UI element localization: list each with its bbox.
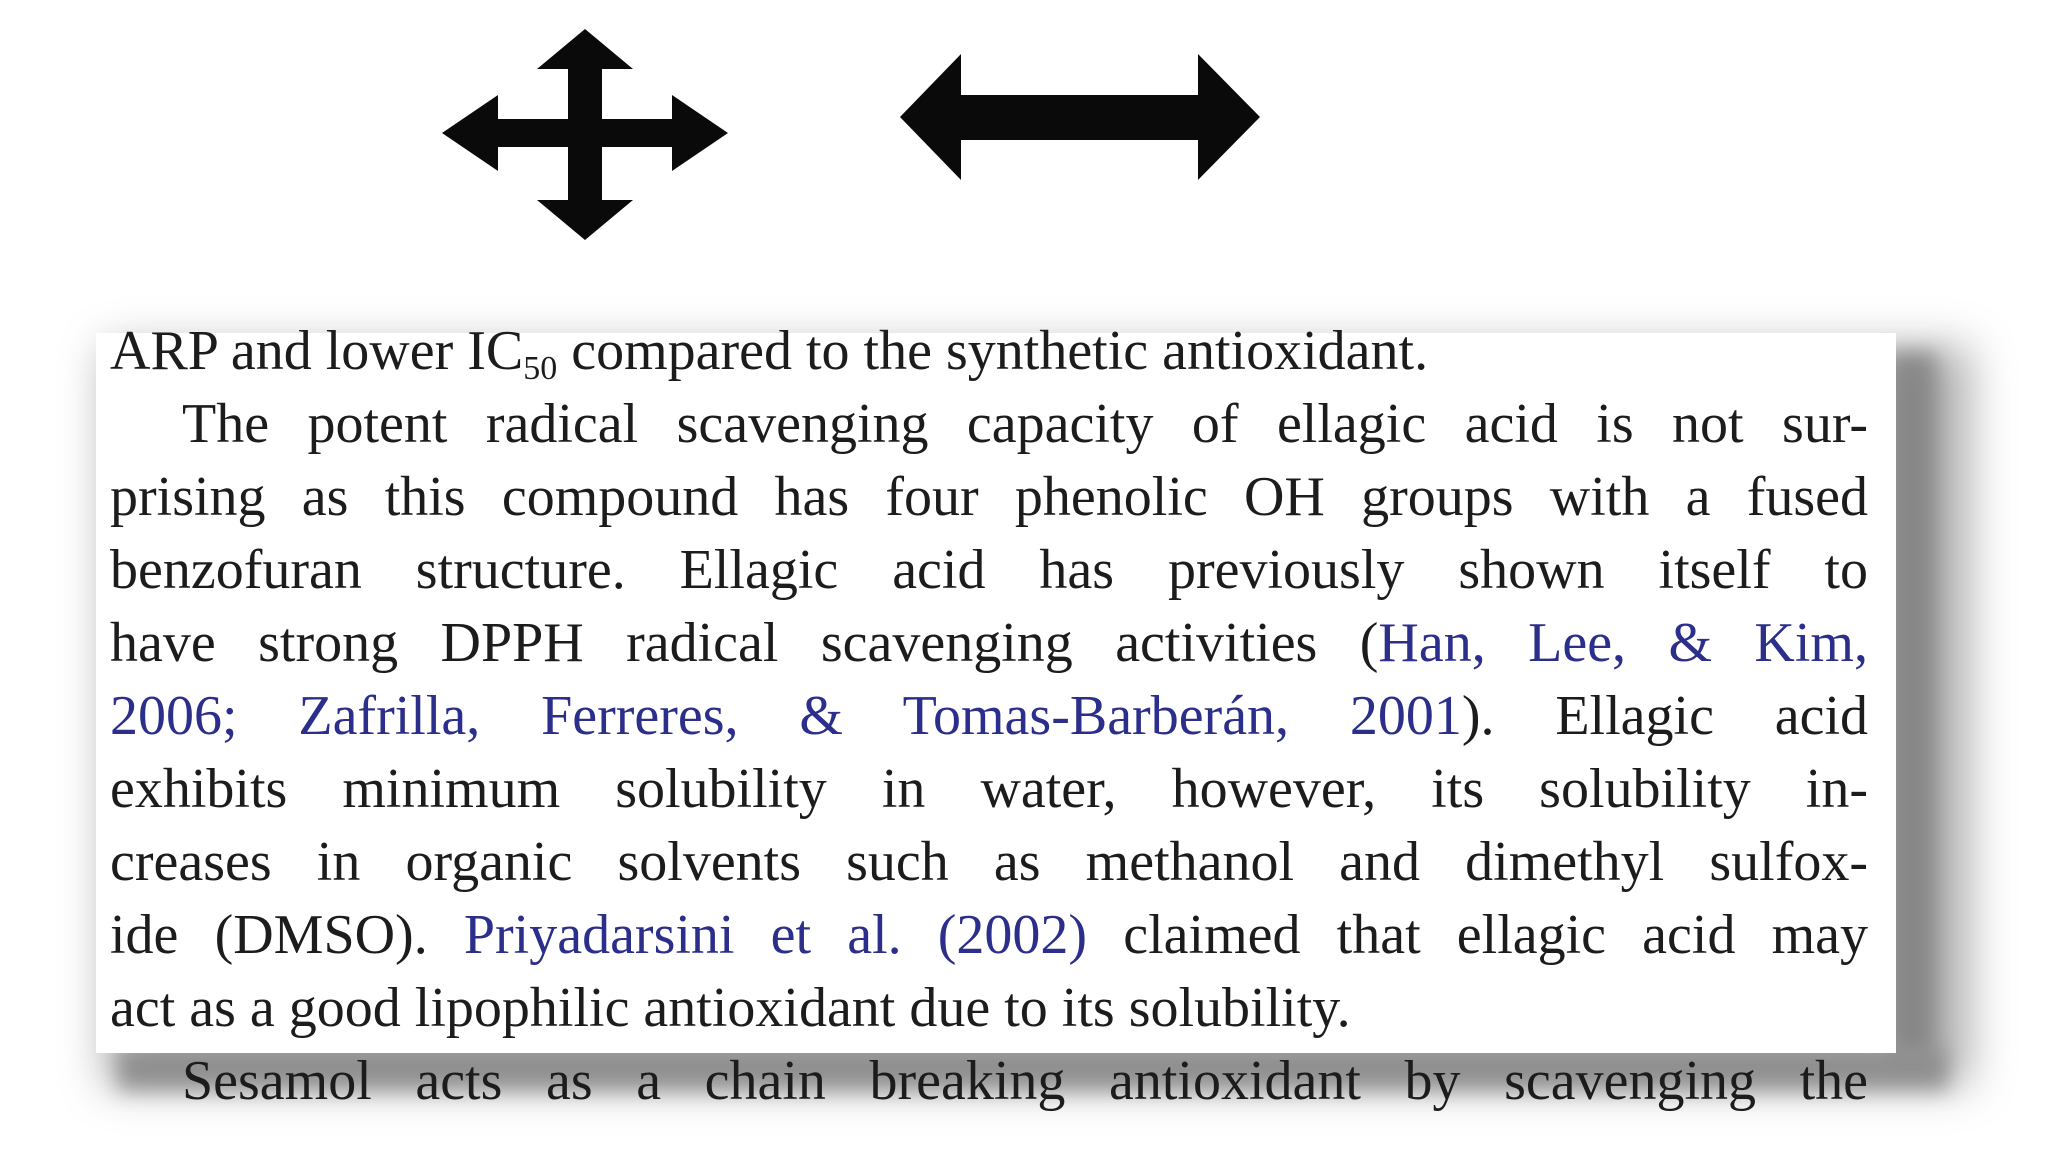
text-line: creases in organic solvents such as methanol and dimethyl sulfox-: [110, 831, 1868, 893]
text-line: prising as this compound has four phenolic OH groups with a fused: [110, 466, 1868, 528]
left-right-arrow-icon: [898, 50, 1262, 185]
text-fragment: compared to the synthetic antioxidant.: [557, 320, 1429, 382]
text-line: [110, 388, 1868, 461]
citation-link[interactable]: Priyadarsini et al. (2002): [463, 904, 1088, 966]
text-line: benzofuran structure. Ellagic acid has previously shown itself to: [110, 539, 1868, 601]
text-fragment: Sesamol acts as a chain breaking antioxidant by scavenging the: [182, 1050, 1868, 1112]
text-fragment: ide (DMSO).: [110, 904, 464, 966]
text-line: [110, 899, 1868, 972]
text-line: [110, 607, 1868, 680]
citation-link[interactable]: Han, Lee, & Kim,: [1378, 612, 1868, 674]
citation-link[interactable]: 2006; Zafrilla, Ferreres, & Tomas-Barberán, 2001: [110, 685, 1462, 747]
text-line: exhibits minimum solubility in water, however, its solubility in-: [110, 758, 1868, 820]
text-fragment: ). Ellagic acid: [1461, 685, 1869, 747]
text-line-cut-top: [110, 315, 1868, 388]
text-line: [110, 680, 1868, 753]
text-fragment: The potent radical scavenging capacity of ellagic acid is not sur-: [182, 393, 1868, 455]
text-line-cut-bottom: [110, 1045, 1868, 1118]
subscript: 50: [523, 350, 558, 387]
move-arrows-icon: [440, 27, 730, 242]
article-excerpt: [96, 320, 1896, 1112]
excerpt-text: [110, 315, 1868, 1118]
text-fragment: have strong DPPH radical scavenging activities (: [110, 612, 1379, 674]
text-fragment: ARP and lower IC: [110, 320, 524, 382]
text-fragment: claimed that ellagic acid may: [1087, 904, 1869, 966]
text-line: act as a good lipophilic antioxidant due to its solubility.: [110, 977, 1351, 1039]
